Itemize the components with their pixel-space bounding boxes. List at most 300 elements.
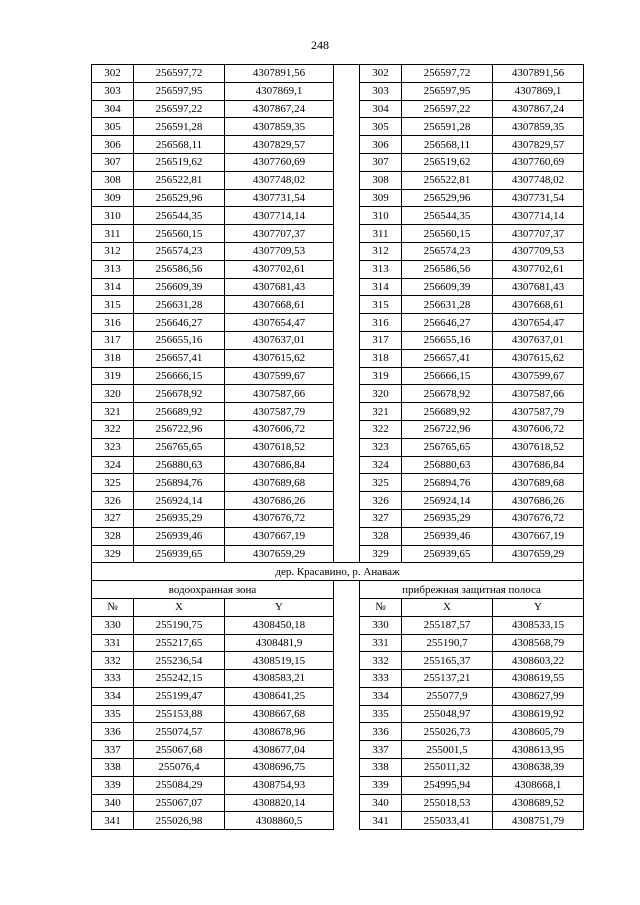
point-number: 321 — [92, 403, 134, 421]
point-number: 314 — [360, 278, 402, 296]
point-number: 335 — [360, 705, 402, 723]
column-gap — [334, 331, 360, 349]
x-coordinate: 256597,72 — [134, 65, 225, 83]
table-row — [92, 741, 584, 759]
x-coordinate: 255217,65 — [134, 634, 225, 652]
y-coordinate: 4308583,21 — [225, 670, 334, 688]
table-row — [92, 634, 584, 652]
y-coordinate: 4307618,52 — [225, 438, 334, 456]
point-number: 341 — [360, 812, 402, 830]
table-row — [92, 225, 584, 243]
x-coordinate: 256924,14 — [402, 492, 493, 510]
x-coordinate: 256529,96 — [134, 189, 225, 207]
point-number: 303 — [360, 82, 402, 100]
point-number: 318 — [92, 349, 134, 367]
column-gap — [334, 420, 360, 438]
x-coordinate: 255018,53 — [402, 794, 493, 812]
header-y-right: Y — [493, 598, 584, 616]
y-coordinate: 4307707,37 — [493, 225, 584, 243]
column-gap — [334, 349, 360, 367]
x-coordinate: 255242,15 — [134, 670, 225, 688]
point-number: 330 — [360, 616, 402, 634]
column-gap — [334, 634, 360, 652]
column-gap — [334, 616, 360, 634]
column-gap — [334, 136, 360, 154]
column-gap — [334, 670, 360, 688]
column-gap — [334, 171, 360, 189]
column-gap — [334, 492, 360, 510]
x-coordinate: 256894,76 — [134, 474, 225, 492]
x-coordinate: 256631,28 — [402, 296, 493, 314]
y-coordinate: 4307731,54 — [493, 189, 584, 207]
table-row — [92, 118, 584, 136]
y-coordinate: 4308450,18 — [225, 616, 334, 634]
point-number: 334 — [92, 687, 134, 705]
y-coordinate: 4307731,54 — [225, 189, 334, 207]
point-number: 314 — [92, 278, 134, 296]
point-number: 325 — [92, 474, 134, 492]
x-coordinate: 256765,65 — [134, 438, 225, 456]
y-coordinate: 4308677,04 — [225, 741, 334, 759]
x-coordinate: 255067,68 — [134, 741, 225, 759]
table-row — [92, 474, 584, 492]
table-row — [92, 545, 584, 563]
y-coordinate: 4307676,72 — [225, 509, 334, 527]
x-coordinate: 256722,96 — [402, 420, 493, 438]
table-row — [92, 100, 584, 118]
table-row — [92, 367, 584, 385]
column-gap — [334, 794, 360, 812]
y-coordinate: 4307686,84 — [225, 456, 334, 474]
y-coordinate: 4307681,43 — [225, 278, 334, 296]
column-gap — [334, 759, 360, 777]
point-number: 332 — [92, 652, 134, 670]
point-number: 320 — [92, 385, 134, 403]
y-coordinate: 4308668,1 — [493, 776, 584, 794]
x-coordinate: 256591,28 — [402, 118, 493, 136]
table-row — [92, 705, 584, 723]
column-gap — [334, 438, 360, 456]
y-coordinate: 4307654,47 — [225, 314, 334, 332]
y-coordinate: 4307659,29 — [225, 545, 334, 563]
x-coordinate: 256522,81 — [402, 171, 493, 189]
point-number: 323 — [360, 438, 402, 456]
x-coordinate: 255011,32 — [402, 759, 493, 777]
column-gap — [334, 118, 360, 136]
point-number: 338 — [92, 759, 134, 777]
y-coordinate: 4307587,79 — [225, 403, 334, 421]
x-coordinate: 256939,46 — [134, 527, 225, 545]
y-coordinate: 4307689,68 — [493, 474, 584, 492]
column-gap — [334, 403, 360, 421]
x-coordinate: 255190,7 — [402, 634, 493, 652]
column-gap — [334, 545, 360, 563]
y-coordinate: 4308751,79 — [493, 812, 584, 830]
point-number: 315 — [360, 296, 402, 314]
x-coordinate: 256722,96 — [134, 420, 225, 438]
y-coordinate: 4308627,99 — [493, 687, 584, 705]
table-row — [92, 794, 584, 812]
x-coordinate: 255084,29 — [134, 776, 225, 794]
point-number: 323 — [92, 438, 134, 456]
table-row — [92, 420, 584, 438]
point-number: 341 — [92, 812, 134, 830]
column-gap — [334, 385, 360, 403]
point-number: 321 — [360, 403, 402, 421]
x-coordinate: 256880,63 — [402, 456, 493, 474]
table-row — [92, 652, 584, 670]
y-coordinate: 4307714,14 — [493, 207, 584, 225]
column-gap — [334, 100, 360, 118]
x-coordinate: 256574,23 — [134, 242, 225, 260]
y-coordinate: 4308638,39 — [493, 759, 584, 777]
point-number: 329 — [92, 545, 134, 563]
y-coordinate: 4307891,56 — [493, 65, 584, 83]
x-coordinate: 255137,21 — [402, 670, 493, 688]
y-coordinate: 4308613,95 — [493, 741, 584, 759]
y-coordinate: 4307714,14 — [225, 207, 334, 225]
point-number: 322 — [92, 420, 134, 438]
x-coordinate: 255190,75 — [134, 616, 225, 634]
column-gap — [334, 65, 360, 83]
x-coordinate: 255048,97 — [402, 705, 493, 723]
point-number: 311 — [360, 225, 402, 243]
y-coordinate: 4307599,67 — [493, 367, 584, 385]
x-coordinate: 256646,27 — [134, 314, 225, 332]
y-coordinate: 4307668,61 — [225, 296, 334, 314]
y-coordinate: 4307748,02 — [225, 171, 334, 189]
y-coordinate: 4308754,93 — [225, 776, 334, 794]
point-number: 304 — [92, 100, 134, 118]
y-coordinate: 4307637,01 — [493, 331, 584, 349]
table-row — [92, 812, 584, 830]
point-number: 320 — [360, 385, 402, 403]
y-coordinate: 4307668,61 — [493, 296, 584, 314]
point-number: 332 — [360, 652, 402, 670]
table-row — [92, 456, 584, 474]
point-number: 336 — [360, 723, 402, 741]
table-row — [92, 82, 584, 100]
y-coordinate: 4308519,15 — [225, 652, 334, 670]
point-number: 334 — [360, 687, 402, 705]
point-number: 324 — [92, 456, 134, 474]
point-number: 316 — [92, 314, 134, 332]
x-coordinate: 256657,41 — [402, 349, 493, 367]
y-coordinate: 4307702,61 — [493, 260, 584, 278]
column-gap — [334, 723, 360, 741]
x-coordinate: 256519,62 — [402, 153, 493, 171]
point-number: 326 — [360, 492, 402, 510]
header-x-right: X — [402, 598, 493, 616]
point-number: 333 — [92, 670, 134, 688]
point-number: 315 — [92, 296, 134, 314]
table-row — [92, 438, 584, 456]
y-coordinate: 4308860,5 — [225, 812, 334, 830]
x-coordinate: 255001,5 — [402, 741, 493, 759]
point-number: 317 — [360, 331, 402, 349]
y-coordinate: 4307859,35 — [493, 118, 584, 136]
point-number: 313 — [360, 260, 402, 278]
y-coordinate: 4307709,53 — [493, 242, 584, 260]
x-coordinate: 256609,39 — [402, 278, 493, 296]
table-row — [92, 509, 584, 527]
x-coordinate: 256939,46 — [402, 527, 493, 545]
y-coordinate: 4307615,62 — [225, 349, 334, 367]
x-coordinate: 255033,41 — [402, 812, 493, 830]
column-gap — [334, 509, 360, 527]
table-row — [92, 171, 584, 189]
y-coordinate: 4307654,47 — [493, 314, 584, 332]
y-coordinate: 4307637,01 — [225, 331, 334, 349]
x-coordinate: 256519,62 — [134, 153, 225, 171]
y-coordinate: 4307760,69 — [225, 153, 334, 171]
y-coordinate: 4307606,72 — [225, 420, 334, 438]
y-coordinate: 4307667,19 — [493, 527, 584, 545]
point-number: 313 — [92, 260, 134, 278]
point-number: 322 — [360, 420, 402, 438]
y-coordinate: 4308619,55 — [493, 670, 584, 688]
x-coordinate: 256935,29 — [134, 509, 225, 527]
point-number: 307 — [92, 153, 134, 171]
y-coordinate: 4307859,35 — [225, 118, 334, 136]
column-gap — [334, 776, 360, 794]
x-coordinate: 255165,37 — [402, 652, 493, 670]
column-gap — [334, 207, 360, 225]
x-coordinate: 256935,29 — [402, 509, 493, 527]
point-number: 302 — [92, 65, 134, 83]
x-coordinate: 256655,16 — [402, 331, 493, 349]
x-coordinate: 255236,54 — [134, 652, 225, 670]
point-number: 309 — [92, 189, 134, 207]
y-coordinate: 4307686,26 — [225, 492, 334, 510]
upper-rows — [92, 65, 584, 563]
x-coordinate: 255076,4 — [134, 759, 225, 777]
x-coordinate: 255026,98 — [134, 812, 225, 830]
point-number: 308 — [360, 171, 402, 189]
point-number: 317 — [92, 331, 134, 349]
x-coordinate: 256560,15 — [134, 225, 225, 243]
x-coordinate: 256689,92 — [402, 403, 493, 421]
point-number: 335 — [92, 705, 134, 723]
page-number: 248 — [311, 38, 329, 52]
y-coordinate: 4307618,52 — [493, 438, 584, 456]
x-coordinate: 256568,11 — [134, 136, 225, 154]
x-coordinate: 256657,41 — [134, 349, 225, 367]
point-number: 327 — [92, 509, 134, 527]
x-coordinate: 256597,22 — [134, 100, 225, 118]
column-gap — [334, 82, 360, 100]
x-coordinate: 256924,14 — [134, 492, 225, 510]
x-coordinate: 255199,47 — [134, 687, 225, 705]
table-row — [92, 687, 584, 705]
point-number: 307 — [360, 153, 402, 171]
point-number: 329 — [360, 545, 402, 563]
x-coordinate: 256631,28 — [134, 296, 225, 314]
table-row — [92, 349, 584, 367]
column-gap — [334, 242, 360, 260]
table-row — [92, 207, 584, 225]
x-coordinate: 256586,56 — [402, 260, 493, 278]
point-number: 338 — [360, 759, 402, 777]
y-coordinate: 4307587,66 — [493, 385, 584, 403]
table-row — [92, 278, 584, 296]
y-coordinate: 4307869,1 — [493, 82, 584, 100]
column-gap — [334, 260, 360, 278]
header-x-left: X — [134, 598, 225, 616]
y-coordinate: 4307689,68 — [225, 474, 334, 492]
y-coordinate: 4307829,57 — [493, 136, 584, 154]
y-coordinate: 4308641,25 — [225, 687, 334, 705]
x-coordinate: 256597,95 — [402, 82, 493, 100]
x-coordinate: 255187,57 — [402, 616, 493, 634]
section-title: дер. Красавино, р. Анаваж — [92, 563, 584, 581]
y-coordinate: 4307587,79 — [493, 403, 584, 421]
table-row — [92, 527, 584, 545]
table-row — [92, 723, 584, 741]
column-gap — [334, 812, 360, 830]
x-coordinate: 255153,88 — [134, 705, 225, 723]
point-number: 305 — [360, 118, 402, 136]
column-gap — [334, 741, 360, 759]
point-number: 306 — [92, 136, 134, 154]
table-row — [92, 153, 584, 171]
x-coordinate: 256544,35 — [134, 207, 225, 225]
point-number: 337 — [92, 741, 134, 759]
x-coordinate: 256529,96 — [402, 189, 493, 207]
x-coordinate: 256939,65 — [402, 545, 493, 563]
y-coordinate: 4307867,24 — [225, 100, 334, 118]
x-coordinate: 256591,28 — [134, 118, 225, 136]
header-y-left: Y — [225, 598, 334, 616]
y-coordinate: 4308667,68 — [225, 705, 334, 723]
point-number: 331 — [92, 634, 134, 652]
point-number: 333 — [360, 670, 402, 688]
x-coordinate: 256666,15 — [134, 367, 225, 385]
y-coordinate: 4307748,02 — [493, 171, 584, 189]
table-row — [92, 759, 584, 777]
column-gap — [334, 687, 360, 705]
point-number: 324 — [360, 456, 402, 474]
header-num-right: № — [360, 598, 402, 616]
table-row — [92, 331, 584, 349]
y-coordinate: 4308696,75 — [225, 759, 334, 777]
y-coordinate: 4307707,37 — [225, 225, 334, 243]
point-number: 318 — [360, 349, 402, 367]
x-coordinate: 256522,81 — [134, 171, 225, 189]
y-coordinate: 4307869,1 — [225, 82, 334, 100]
table-row — [92, 314, 584, 332]
y-coordinate: 4307599,67 — [225, 367, 334, 385]
table-row — [92, 189, 584, 207]
x-coordinate: 256568,11 — [402, 136, 493, 154]
point-number: 309 — [360, 189, 402, 207]
y-coordinate: 4307867,24 — [493, 100, 584, 118]
y-coordinate: 4307659,29 — [493, 545, 584, 563]
point-number: 319 — [360, 367, 402, 385]
x-coordinate: 256678,92 — [402, 385, 493, 403]
column-gap — [334, 278, 360, 296]
right-heading: прибрежная защитная полоса — [360, 581, 584, 599]
x-coordinate: 255077,9 — [402, 687, 493, 705]
x-coordinate: 255026,73 — [402, 723, 493, 741]
point-number: 306 — [360, 136, 402, 154]
column-gap — [334, 225, 360, 243]
column-gap — [334, 153, 360, 171]
x-coordinate: 256597,22 — [402, 100, 493, 118]
table-row — [92, 670, 584, 688]
column-gap — [334, 652, 360, 670]
x-coordinate: 256586,56 — [134, 260, 225, 278]
y-coordinate: 4307686,84 — [493, 456, 584, 474]
y-coordinate: 4307686,26 — [493, 492, 584, 510]
point-number: 325 — [360, 474, 402, 492]
point-number: 312 — [360, 242, 402, 260]
point-number: 331 — [360, 634, 402, 652]
point-number: 308 — [92, 171, 134, 189]
column-gap — [334, 527, 360, 545]
x-coordinate: 256597,72 — [402, 65, 493, 83]
x-coordinate: 256939,65 — [134, 545, 225, 563]
point-number: 330 — [92, 616, 134, 634]
y-coordinate: 4308678,96 — [225, 723, 334, 741]
y-coordinate: 4307760,69 — [493, 153, 584, 171]
x-coordinate: 256765,65 — [402, 438, 493, 456]
point-number: 304 — [360, 100, 402, 118]
x-coordinate: 256880,63 — [134, 456, 225, 474]
point-number: 303 — [92, 82, 134, 100]
x-coordinate: 256655,16 — [134, 331, 225, 349]
y-coordinate: 4307615,62 — [493, 349, 584, 367]
x-coordinate: 256609,39 — [134, 278, 225, 296]
x-coordinate: 256597,95 — [134, 82, 225, 100]
y-coordinate: 4307891,56 — [225, 65, 334, 83]
point-number: 310 — [360, 207, 402, 225]
x-coordinate: 255074,57 — [134, 723, 225, 741]
y-coordinate: 4307667,19 — [225, 527, 334, 545]
y-coordinate: 4307587,66 — [225, 385, 334, 403]
y-coordinate: 4307702,61 — [225, 260, 334, 278]
table-row — [92, 492, 584, 510]
column-gap — [334, 296, 360, 314]
x-coordinate: 256574,23 — [402, 242, 493, 260]
table-row — [92, 65, 584, 83]
y-coordinate: 4307681,43 — [493, 278, 584, 296]
y-coordinate: 4308603,22 — [493, 652, 584, 670]
x-coordinate: 256560,15 — [402, 225, 493, 243]
x-coordinate: 256678,92 — [134, 385, 225, 403]
x-coordinate: 256894,76 — [402, 474, 493, 492]
point-number: 336 — [92, 723, 134, 741]
x-coordinate: 254995,94 — [402, 776, 493, 794]
point-number: 340 — [92, 794, 134, 812]
column-gap — [334, 598, 360, 616]
y-coordinate: 4308820,14 — [225, 794, 334, 812]
y-coordinate: 4307829,57 — [225, 136, 334, 154]
point-number: 319 — [92, 367, 134, 385]
y-coordinate: 4307606,72 — [493, 420, 584, 438]
x-coordinate: 256544,35 — [402, 207, 493, 225]
x-coordinate: 256646,27 — [402, 314, 493, 332]
point-number: 328 — [360, 527, 402, 545]
header-num-left: № — [92, 598, 134, 616]
point-number: 339 — [360, 776, 402, 794]
table-row — [92, 776, 584, 794]
point-number: 310 — [92, 207, 134, 225]
column-gap — [334, 705, 360, 723]
column-gap — [334, 456, 360, 474]
point-number: 316 — [360, 314, 402, 332]
lower-rows — [92, 616, 584, 830]
